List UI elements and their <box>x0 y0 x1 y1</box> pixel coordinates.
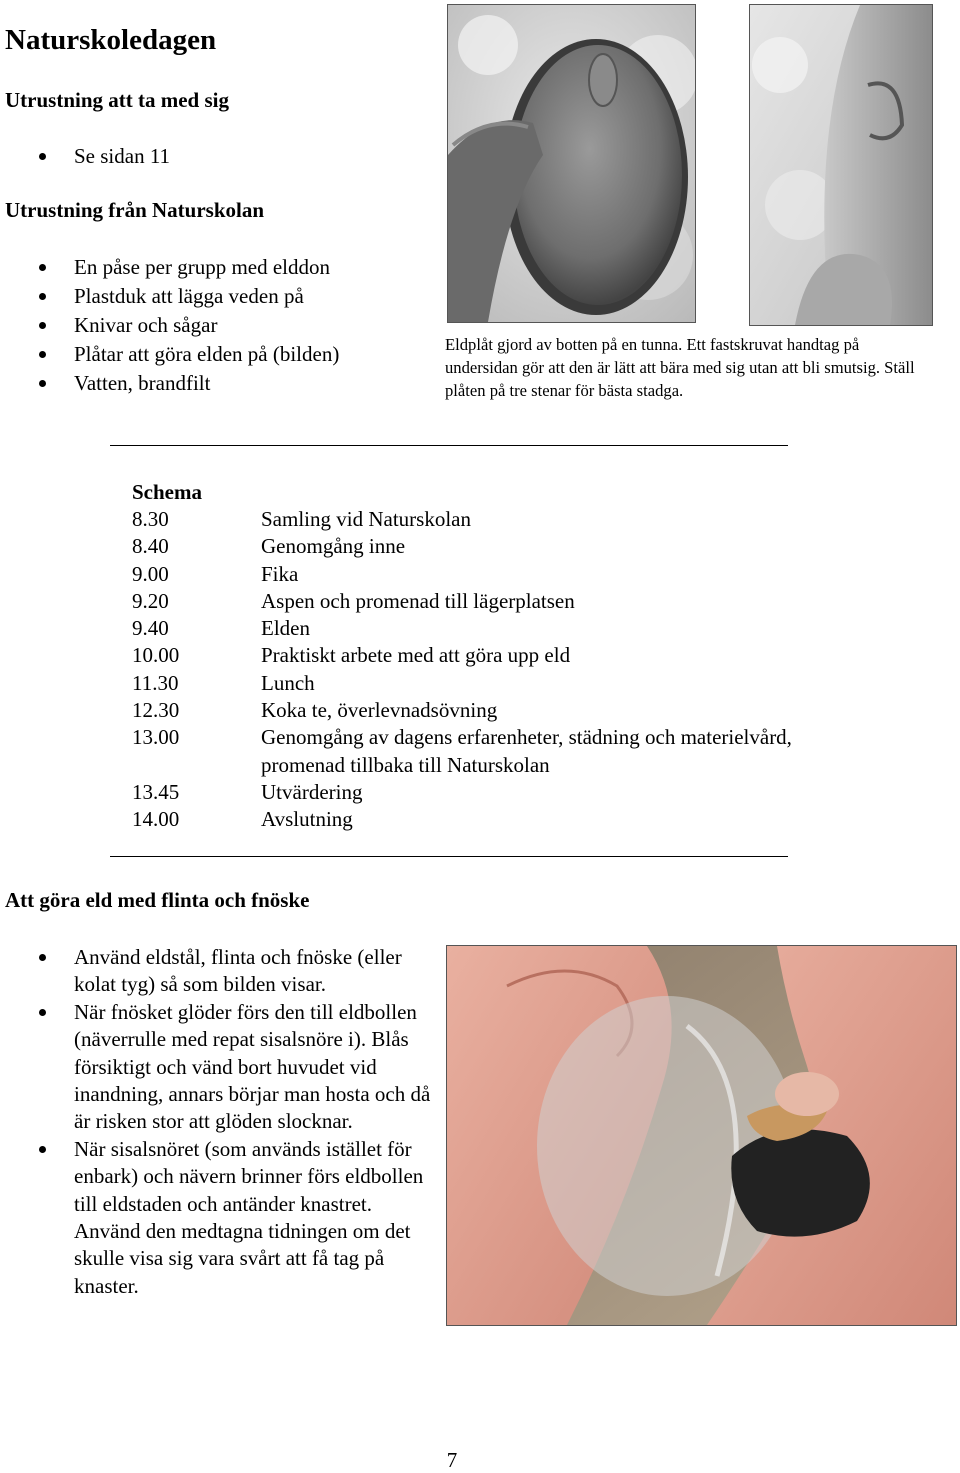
schedule-activity: Praktiskt arbete med att göra upp eld <box>261 643 571 668</box>
schedule-activity: Elden <box>261 616 310 641</box>
equipment-bring-list <box>2 142 382 171</box>
schedule-row <box>132 806 912 833</box>
list-item: Knivar och sågar <box>2 311 422 340</box>
schedule-activity: Avslutning <box>261 807 353 832</box>
schedule-activity: Lunch <box>261 670 315 695</box>
schedule-activity: Aspen och promenad till lägerplatsen <box>261 588 575 613</box>
schedule-row <box>132 697 912 724</box>
equipment-school-heading: Utrustning från Naturskolan <box>5 198 265 222</box>
list-item: En påse per grupp med elddon <box>2 253 422 282</box>
list-item: När sisalsnöret (som används istället för enbark) och nävern brinner förs eldbollen till eldstaden och antänder knastret. Använd den medtagna tidningen om det skulle visa sig vara svårt att få tag på knaster. <box>2 1136 434 1300</box>
schedule-activity: Genomgång inne <box>261 534 406 559</box>
schedule-time: 8.30 <box>132 507 169 531</box>
equipment-school-list <box>2 253 422 398</box>
divider <box>110 856 788 857</box>
schedule-row <box>132 506 912 533</box>
page-number: 7 <box>446 1448 458 1472</box>
schedule-heading: Schema <box>132 480 202 504</box>
schedule-row <box>132 588 912 615</box>
equipment-bring-heading: Utrustning att ta med sig <box>5 88 229 112</box>
fire-section-heading: Att göra eld med flinta och fnöske <box>5 888 310 912</box>
list-item: Plastduk att lägga veden på <box>2 282 422 311</box>
schedule-activity: Fika <box>261 561 299 586</box>
schedule-time: 13.45 <box>132 779 180 804</box>
fire-plate-photo <box>447 4 696 323</box>
schedule-row <box>132 533 912 560</box>
schedule-row <box>132 670 912 697</box>
schedule-time: 9.40 <box>132 616 169 641</box>
handle-photo <box>749 4 933 326</box>
schedule-activity: Genomgång av dagens erfarenheter, städning och materielvård, promenad tillbaka till Naturskolan <box>261 725 792 777</box>
page-title: Naturskoledagen <box>5 24 217 56</box>
list-item: Använd eldstål, flinta och fnöske (eller kolat tyg) så som bilden visar. <box>2 944 434 999</box>
schedule-time: 13.00 <box>132 725 180 750</box>
plate-caption: Eldplåt gjord av botten på en tunna. Ett fastskruvat handtag på undersidan gör att den är lätt att bära med sig utan att bli smutsig. Ställ plåten på tre stenar för bästa stadga. <box>445 335 915 400</box>
schedule-row <box>132 615 912 642</box>
schedule-activity: Samling vid Naturskolan <box>261 507 471 531</box>
schedule-time: 10.00 <box>132 643 180 668</box>
schedule-activity: Utvärdering <box>261 779 363 804</box>
schedule-time: 14.00 <box>132 807 180 832</box>
schedule-time: 9.20 <box>132 588 169 613</box>
list-item: Se sidan 11 <box>2 142 382 171</box>
list-item: Plåtar att göra elden på (bilden) <box>2 340 422 369</box>
divider <box>110 445 788 446</box>
fire-section-list <box>2 944 434 1300</box>
list-item: Vatten, brandfilt <box>2 369 422 398</box>
schedule-activity: Koka te, överlevnadsövning <box>261 698 498 723</box>
schedule-time: 8.40 <box>132 534 169 559</box>
schedule-row <box>132 724 912 779</box>
schedule-row <box>132 642 912 669</box>
schedule-time: 9.00 <box>132 561 169 586</box>
schedule-row <box>132 779 912 806</box>
flint-steel-photo <box>446 945 957 1326</box>
list-item: När fnösket glöder förs den till eldbollen (näverrulle med repat sisalsnöre i). Blås försiktigt och vänd bort huvudet vid inandning, annars börjar man hosta och då är risken stor att glöden slocknar. <box>2 999 434 1136</box>
schedule-time: 11.30 <box>132 670 179 695</box>
schedule-time: 12.30 <box>132 698 180 723</box>
schedule-row <box>132 561 912 588</box>
schedule <box>132 478 912 834</box>
